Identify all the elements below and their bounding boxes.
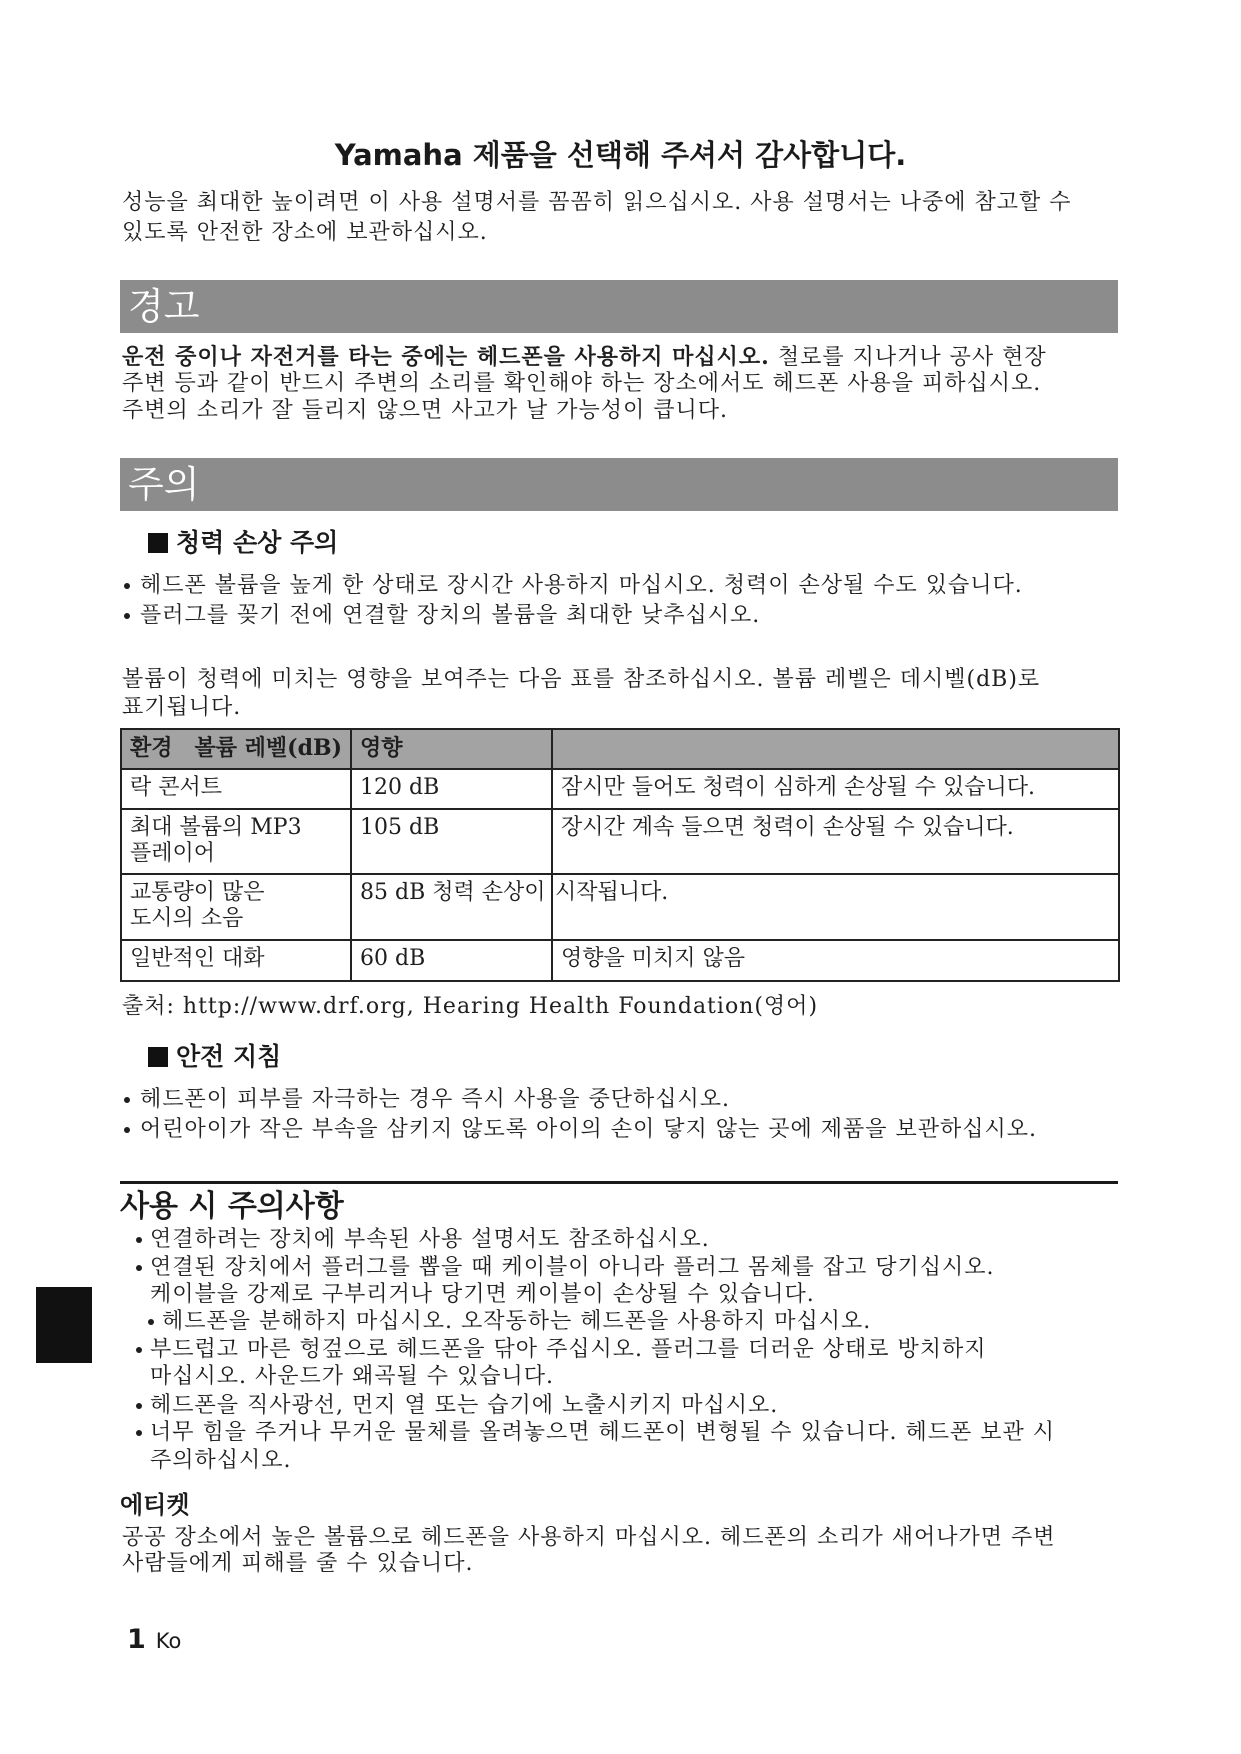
- source-citation: 출처: http://www.drf.org, Hearing Health Foundation(영어): [122, 994, 819, 1019]
- table-header-row: [121, 729, 1119, 769]
- bullet-icon: [136, 1403, 142, 1409]
- safety-bullet: 어린아이가 작은 부속을 삼키지 않도록 아이의 손이 닿지 않는 곳에 제품을 보관하십시오.: [140, 1117, 1037, 1142]
- cell-text: 최대 볼륨의 MP3: [130, 815, 302, 840]
- hearing-bullet: 플러그를 꽂기 전에 연결할 장치의 볼륨을 최대한 낮추십시오.: [140, 603, 761, 628]
- cell-text: 잠시만 들어도 청력이 심하게 손상될 수 있습니다.: [561, 775, 1035, 800]
- header-volume-level: 볼륨 레벨(dB): [194, 735, 342, 761]
- usage-line: 너무 힘을 주거나 무거운 물체를 올려놓으면 헤드폰이 변형될 수 있습니다. 헤드폰 보관 시: [150, 1420, 1055, 1445]
- page-footer: [127, 1624, 181, 1655]
- warning-heading-bar: [120, 280, 1118, 333]
- cell-effect: [552, 874, 1119, 940]
- cell-text: 일반적인 대화: [130, 946, 265, 971]
- cell-text: 60 dB: [360, 946, 426, 971]
- table-row: [121, 940, 1119, 981]
- warning-line: [122, 343, 1047, 372]
- header-cell-empty: [552, 729, 1119, 769]
- cell-text: 105 dB: [360, 815, 440, 840]
- safety-heading: 안전 지침: [176, 1042, 282, 1071]
- warning-line: 주변 등과 같이 반드시 주변의 소리를 확인해야 하는 장소에서도 헤드폰 사용을 피하십시오.: [122, 371, 1042, 396]
- cell-text: 85 dB 청력 손상이: [360, 880, 546, 905]
- usage-line: 마십시오. 사운드가 왜곡될 수 있습니다.: [150, 1364, 554, 1389]
- usage-line: 연결하려는 장치에 부속된 사용 설명서도 참조하십시오.: [150, 1227, 710, 1252]
- usage-line: 연결된 장치에서 플러그를 뽑을 때 케이블이 아니라 플러그 몸체를 잡고 당기십시오.: [150, 1255, 995, 1280]
- language-code: Ko: [155, 1629, 182, 1653]
- cell-text: 플레이어: [130, 841, 216, 866]
- safety-bullet: 헤드폰이 피부를 자극하는 경우 즉시 사용을 중단하십시오.: [140, 1087, 731, 1112]
- table-row: [121, 809, 1119, 874]
- bullet-icon: [124, 1097, 130, 1103]
- usage-line: 헤드폰을 직사광선, 먼지 열 또는 습기에 노출시키지 마십시오.: [150, 1393, 779, 1418]
- etiquette-heading: 에티켓: [120, 1491, 190, 1519]
- intro-line: 성능을 최대한 높이려면 이 사용 설명서를 꼼꼼히 읽으십시오. 사용 설명서는 나중에 참고할 수: [122, 190, 1072, 215]
- intro-line: 있도록 안전한 장소에 보관하십시오.: [122, 220, 488, 245]
- cell-text: 시작됩니다.: [555, 880, 669, 905]
- table-row: [121, 769, 1119, 809]
- warning-heading: 경고: [128, 285, 200, 328]
- etiquette-line: 공공 장소에서 높은 볼륨으로 헤드폰을 사용하지 마십시오. 헤드폰의 소리가 새어나가면 주변: [122, 1525, 1056, 1550]
- bullet-icon: [124, 613, 130, 619]
- cell-level: [351, 769, 552, 809]
- cell-environment: [121, 769, 351, 809]
- caution-heading-bar: [120, 458, 1118, 511]
- square-bullet-icon: [148, 533, 168, 553]
- caution-heading: 주의: [128, 463, 200, 506]
- cell-level: [351, 940, 552, 981]
- etiquette-line: 사람들에게 피해를 줄 수 있습니다.: [122, 1551, 474, 1576]
- page-number: 1: [127, 1624, 146, 1655]
- table-intro-line: 표기됩니다.: [122, 695, 242, 720]
- usage-line: 부드럽고 마른 헝겊으로 헤드폰을 닦아 주십시오. 플러그를 더러운 상태로 방치하지: [150, 1337, 987, 1362]
- bullet-icon: [136, 1347, 142, 1353]
- cell-text: 영향을 미치지 않음: [561, 946, 746, 971]
- cell-environment: [121, 809, 351, 874]
- cell-environment: [121, 940, 351, 981]
- bullet-icon: [148, 1319, 154, 1325]
- chapter-tab-marker: [36, 1287, 92, 1363]
- cell-effect: [552, 940, 1119, 981]
- cell-effect: [552, 769, 1119, 809]
- cell-effect: [552, 809, 1119, 874]
- cell-text: 장시간 계속 들으면 청력이 손상될 수 있습니다.: [561, 815, 1014, 840]
- cell-level: [351, 809, 552, 874]
- usage-line: 헤드폰을 분해하지 마십시오. 오작동하는 헤드폰을 사용하지 마십시오.: [162, 1309, 872, 1334]
- header-cell-environment: [121, 729, 351, 769]
- warning-lead: 운전 중이나 자전거를 타는 중에는 헤드폰을 사용하지 마십시오.: [122, 344, 770, 370]
- bullet-icon: [136, 1430, 142, 1436]
- warning-text: 철로를 지나거나 공사 현장: [777, 345, 1047, 370]
- bullet-icon: [136, 1237, 142, 1243]
- cell-level: [351, 874, 552, 940]
- cell-text: 교통량이 많은: [130, 880, 265, 905]
- hearing-bullet: 헤드폰 볼륨을 높게 한 상태로 장시간 사용하지 마십시오. 청력이 손상될 수도 있습니다.: [140, 573, 1023, 598]
- table-row: [121, 874, 1119, 940]
- cell-text: 도시의 소음: [130, 906, 244, 931]
- volume-table: [120, 728, 1120, 982]
- header-cell-effect: [351, 729, 552, 769]
- bullet-icon: [124, 583, 130, 589]
- section-divider: [120, 1181, 1118, 1184]
- page-title: Yamaha 제품을 선택해 주셔서 감사합니다.: [334, 138, 907, 172]
- cell-environment: [121, 874, 351, 940]
- cell-text: 락 콘서트: [130, 775, 223, 800]
- warning-line: 주변의 소리가 잘 들리지 않으면 사고가 날 가능성이 큽니다.: [122, 398, 728, 423]
- usage-line: 주의하십시오.: [150, 1448, 292, 1473]
- usage-line: 케이블을 강제로 구부리거나 당기면 케이블이 손상될 수 있습니다.: [150, 1282, 815, 1307]
- hearing-heading: 청력 손상 주의: [176, 528, 339, 557]
- usage-heading: 사용 시 주의사항: [120, 1189, 344, 1224]
- square-bullet-icon: [148, 1047, 168, 1067]
- cell-text: 120 dB: [360, 775, 440, 800]
- header-environment: 환경: [130, 735, 173, 761]
- bullet-icon: [124, 1127, 130, 1133]
- bullet-icon: [136, 1265, 142, 1271]
- header-effect: 영향: [360, 735, 403, 761]
- table-intro-line: 볼륨이 청력에 미치는 영향을 보여주는 다음 표를 참조하십시오. 볼륨 레벨은 데시벨(dB)로: [122, 667, 1041, 692]
